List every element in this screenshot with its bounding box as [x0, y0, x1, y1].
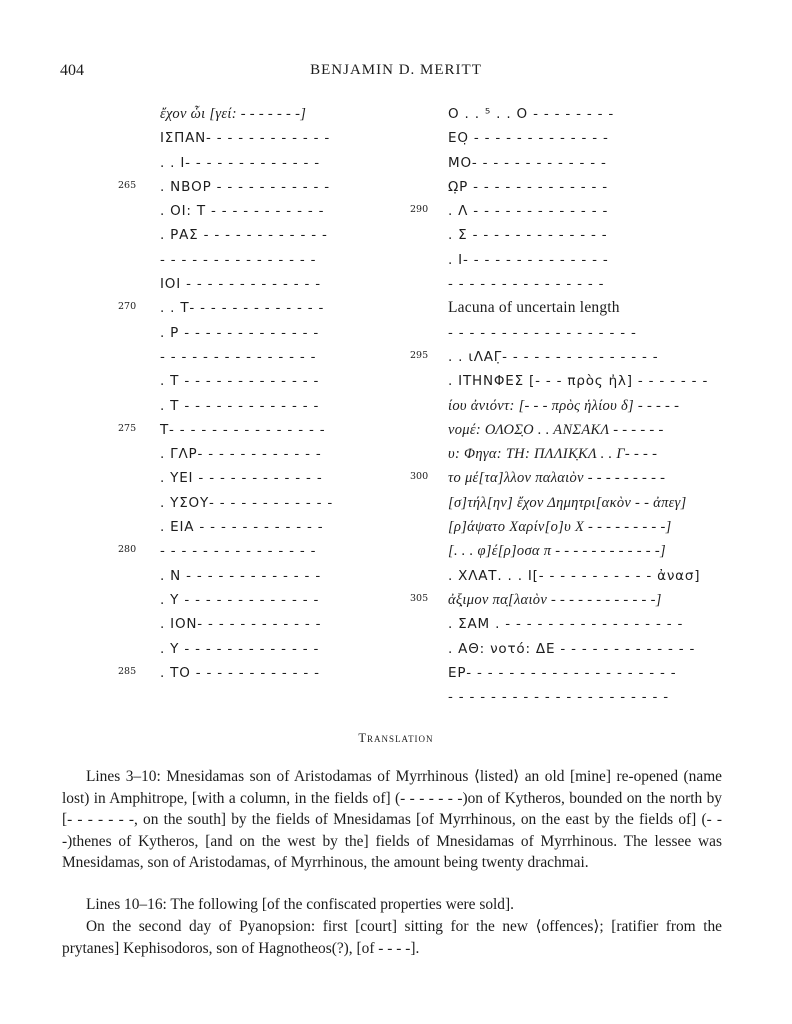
- inscription-line: [448, 441, 738, 465]
- inscription-line: [160, 271, 350, 295]
- inscription-line: [448, 417, 738, 441]
- inscription-left-column: [118, 101, 350, 684]
- inscription-right-column: [410, 101, 738, 708]
- line-number: 275: [118, 422, 137, 434]
- inscription-line: [160, 247, 350, 271]
- line-number: 280: [118, 544, 137, 556]
- inscription-text: [ρ]άψατο Χαρίν[ο]υ Χ - - - - - - - - -]: [448, 519, 672, 536]
- inscription-text: ΜΟ- - - - - - - - - - - - -: [448, 154, 607, 171]
- line-number: 295: [410, 349, 429, 361]
- inscription-text: . ΑΘ: νοτό: ΔΕ - - - - - - - - - - - - -: [448, 640, 696, 657]
- running-head-author: BENJAMIN D. MERITT: [310, 62, 482, 78]
- inscription-line: [448, 125, 738, 149]
- inscription-text: . Ι- - - - - - - - - - - - - -: [448, 251, 609, 268]
- inscription-text: ΙΣΠΑΝ- - - - - - - - - - - -: [160, 130, 331, 147]
- inscription-line: [448, 295, 738, 319]
- inscription-text: - - - - - - - - - - - - - - -: [448, 276, 605, 293]
- inscription-text: ἀξ̣ιμον πα̣[λαιὸν - - - - - - - - - - - -]: [448, 591, 662, 608]
- inscription-line: [410, 344, 738, 368]
- running-header: [60, 62, 732, 86]
- line-number: 270: [118, 301, 137, 313]
- inscription-text: . ΣΑΜ . - - - - - - - - - - - - - - - - -: [448, 616, 684, 633]
- inscription-text: . ΤΟ - - - - - - - - - - - -: [160, 664, 320, 681]
- inscription-text: ΙΟΙ - - - - - - - - - - - - -: [160, 276, 321, 293]
- inscription-text: . ΙΤΗΝΦΕΣ [- - - πρὸς ἠλ] - - - - - - -: [448, 373, 709, 390]
- inscription-text: - - - - - - - - - - - - - - -: [160, 543, 317, 560]
- inscription-line: [160, 563, 350, 587]
- inscription-text: ΕΡ- - - - - - - - - - - - - - - - - - - -: [448, 664, 677, 681]
- inscription-text: . Ν - - - - - - - - - - - - -: [160, 567, 321, 584]
- translation-paragraph: Lines 3–10: Mnesidamas son of Aristodamas of Myrrhinous ⟨listed⟩ an old [mine] re-opened (name lost) in Amphitrope, [with a column, in the fields of] (- - - - - - -)on of Kytheros, bounded on the north by [- - - - - - -, on the south] by the fields of Mnesidamas [of Myrrhinous, on the east by the fields of] (- - -)thenes of Kytheros, [and on the west by the] fields of Mnesidamas of Myrrhinous. The lessee was Mnesidamas, son of Aristodamas, of Myrrhinous, the amount being twenty drachmai.: [62, 768, 722, 872]
- inscription-line: [118, 538, 350, 562]
- line-number: 265: [118, 179, 137, 191]
- inscription-line: [448, 101, 738, 125]
- inscription-line: [448, 684, 738, 708]
- inscription-line: [160, 636, 350, 660]
- inscription-line: [448, 563, 738, 587]
- inscription-line: [160, 101, 350, 125]
- inscription-text: . Σ - - - - - - - - - - - - -: [448, 227, 608, 244]
- inscription-text: Ω̣Ρ - - - - - - - - - - - - -: [448, 178, 608, 195]
- inscription-line: [448, 320, 738, 344]
- inscription-text: - - - - - - - - - - - - - - - - - -: [448, 324, 637, 341]
- inscription-text: το μέ[τα]λλον παλαιὸν - - - - - - - - -: [448, 470, 666, 487]
- inscription-text: ἔχον ὧι [γεί: - - - - - - -]: [160, 106, 307, 122]
- translation-paragraph: On the second day of Pyanopsion: first [court] sitting for the new ⟨offences⟩; [ratifier from the prytanes] Kephisodoros, son of Hagnotheos(?), [of - - - -].: [62, 918, 722, 957]
- inscription-line: [118, 660, 350, 684]
- inscription-line: [160, 393, 350, 417]
- inscription-text: . ΥΕΙ - - - - - - - - - - - -: [160, 470, 323, 487]
- inscription-text: . ΟΙ: Τ - - - - - - - - - - -: [160, 203, 325, 220]
- inscription-line: [448, 368, 738, 392]
- inscription-text: . ΕΙΑ - - - - - - - - - - - -: [160, 519, 324, 536]
- inscription-text: Ο . . ⁵ . . Ο - - - - - - - -: [448, 106, 615, 122]
- inscription-line: [160, 344, 350, 368]
- inscription-text: . . Τ- - - - - - - - - - - - -: [160, 300, 325, 317]
- inscription-line: [160, 441, 350, 465]
- inscription-text: . ΝΒΟΡ - - - - - - - - - - -: [160, 178, 330, 195]
- inscription-line: [160, 514, 350, 538]
- inscription-text: νομέ: ΟΛΟΣ̣Ο . . ΑΝΣΑΚΛ - - - - - -: [448, 421, 664, 438]
- inscription-text: . Τ - - - - - - - - - - - - -: [160, 373, 320, 390]
- inscription-text: - - - - - - - - - - - - - - - - - - - - -: [448, 689, 669, 706]
- line-number: 300: [410, 471, 429, 483]
- inscription-line: [160, 198, 350, 222]
- inscription-line: [448, 514, 738, 538]
- inscription-text: ίου ἀνιόντ: [- - - πρὸς ἡλίου δ] - - - - -: [448, 397, 680, 414]
- inscription-text: . Τ - - - - - - - - - - - - -: [160, 397, 320, 414]
- inscription-line: [160, 490, 350, 514]
- inscription-line: [160, 465, 350, 489]
- inscription-line: [448, 271, 738, 295]
- line-number: 305: [410, 592, 429, 604]
- inscription-line: [160, 368, 350, 392]
- inscription-text: . ΓΛΡ- - - - - - - - - - - -: [160, 446, 322, 463]
- inscription-text: . ΧΛΑΤ. . . Ι[- - - - - - - - - - - ἀνασ]: [448, 567, 701, 584]
- inscription-line: [160, 611, 350, 635]
- inscription-line: [410, 465, 738, 489]
- inscription-text: . . ιΛΑΓ̣- - - - - - - - - - - - - - -: [448, 348, 659, 365]
- translation-heading: Translation: [358, 731, 434, 745]
- inscription-line: [448, 611, 738, 635]
- inscription-text: . Λ - - - - - - - - - - - - -: [448, 203, 609, 220]
- inscription-text: . Ρ - - - - - - - - - - - - -: [160, 324, 320, 341]
- inscription-line: [160, 320, 350, 344]
- inscription-text: - - - - - - - - - - - - - - -: [160, 251, 317, 268]
- inscription-line: [448, 490, 738, 514]
- inscription-line: [448, 247, 738, 271]
- inscription-line: [410, 587, 738, 611]
- inscription-line: [410, 198, 738, 222]
- inscription-line: [448, 174, 738, 198]
- inscription-line: [448, 660, 738, 684]
- inscription-text: Τ- - - - - - - - - - - - - - -: [160, 421, 326, 438]
- inscription-line: [448, 393, 738, 417]
- page-number: 404: [60, 62, 84, 79]
- inscription-line: [118, 295, 350, 319]
- line-number: 285: [118, 665, 137, 677]
- inscription-text: . ΙΟΝ- - - - - - - - - - - -: [160, 616, 322, 633]
- inscription-line: [160, 222, 350, 246]
- inscription-line: [118, 417, 350, 441]
- inscription-text: . ΥΣΟΥ- - - - - - - - - - - -: [160, 494, 334, 511]
- inscription-line: [160, 150, 350, 174]
- inscription-line: [448, 538, 738, 562]
- inscription-text: . Υ - - - - - - - - - - - - -: [160, 591, 320, 608]
- translation-paragraph: Lines 10–16: The following [of the confiscated properties were sold].: [86, 896, 514, 913]
- inscription-line: [160, 587, 350, 611]
- inscription-text: . . Ι- - - - - - - - - - - - -: [160, 154, 320, 171]
- inscription-text: υ: Φηγα: ΤΗ: ΠΛΛΙΚ̣ΚΛ . . Γ- - - -: [448, 446, 658, 463]
- inscription-text: [σ]τήλ[ην] ἔχον Δημητρι[ακὸν - - ἀπεγ]: [448, 494, 687, 511]
- line-number: 290: [410, 204, 429, 216]
- inscription-text: . ΡΑΣ - - - - - - - - - - - -: [160, 227, 328, 244]
- inscription-line: [448, 222, 738, 246]
- inscription-line: [118, 174, 350, 198]
- inscription-text: ΕΟ̣ - - - - - - - - - - - - -: [448, 130, 609, 147]
- inscription-text: Lacuna of uncertain length: [448, 299, 620, 317]
- inscription-line: [160, 125, 350, 149]
- inscription-line: [448, 150, 738, 174]
- inscription-line: [448, 636, 738, 660]
- inscription-text: [. . . φ]έ[ρ]οσα π - - - - - - - - - - - -]: [448, 543, 666, 560]
- inscription-text: - - - - - - - - - - - - - - -: [160, 348, 317, 365]
- inscription-text: . Υ - - - - - - - - - - - - -: [160, 640, 320, 657]
